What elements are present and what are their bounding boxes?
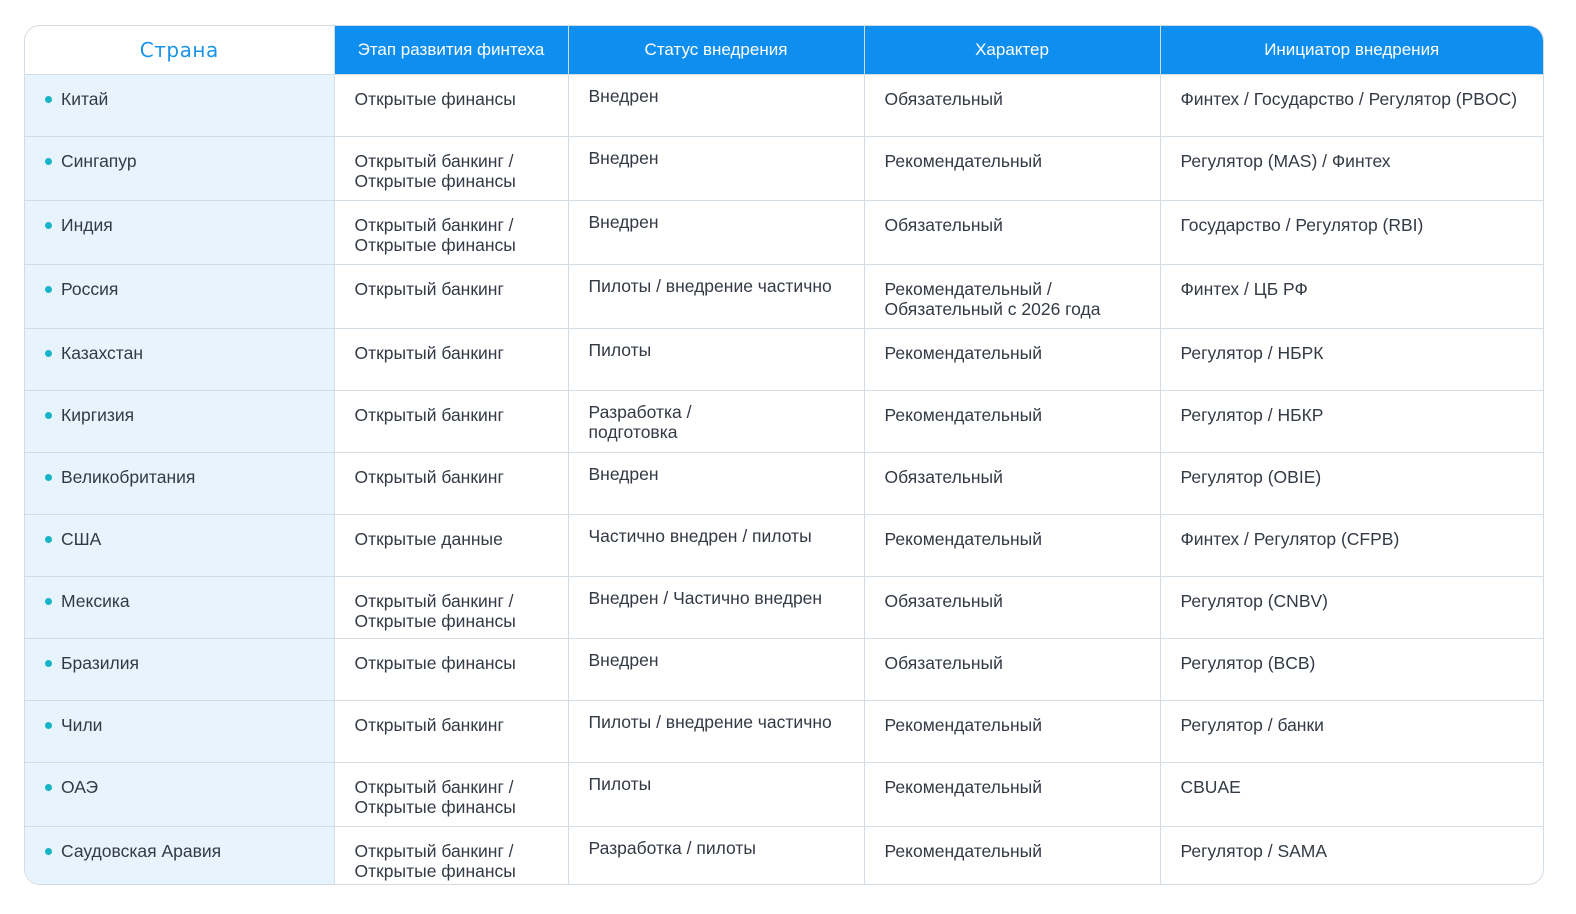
country-label xyxy=(45,591,314,611)
country-label xyxy=(45,215,314,235)
status-cell xyxy=(568,264,864,328)
initiator-cell-text: Регулятор / SAMA xyxy=(1180,840,1328,861)
bullet-icon xyxy=(45,784,52,791)
column-header-status: Статус внедрения xyxy=(568,26,864,74)
status-cell-text: Пилоты xyxy=(588,773,652,794)
initiator-cell-text: Регулятор / банки xyxy=(1180,714,1324,735)
stage-cell xyxy=(334,264,568,328)
country-cell xyxy=(25,328,334,390)
table-row xyxy=(25,514,1543,576)
status-cell xyxy=(568,390,864,452)
header-row xyxy=(25,26,1543,74)
status-cell xyxy=(568,638,864,700)
status-cell xyxy=(568,514,864,576)
table-row xyxy=(25,328,1543,390)
status-cell xyxy=(568,452,864,514)
status-cell xyxy=(568,700,864,762)
stage-cell-text: Открытые финансы xyxy=(354,652,516,673)
stage-cell-text: Открытые финансы xyxy=(354,88,516,109)
initiator-cell-text: Регулятор (BCB) xyxy=(1180,652,1316,673)
country-cell xyxy=(25,576,334,638)
character-cell xyxy=(864,452,1160,514)
character-cell xyxy=(864,700,1160,762)
bullet-icon xyxy=(45,598,52,605)
stage-cell xyxy=(334,200,568,264)
country-cell xyxy=(25,700,334,762)
bullet-icon xyxy=(45,722,52,729)
character-cell-text: Рекомендательный xyxy=(884,342,1043,363)
bullet-icon xyxy=(45,350,52,357)
country-name: Мексика xyxy=(61,590,130,611)
bullet-icon xyxy=(45,848,52,855)
country-name: Киргизия xyxy=(61,404,135,425)
country-name: Россия xyxy=(61,278,119,299)
stage-cell-text: Открытый банкинг / Открытые финансы xyxy=(354,776,516,817)
country-name: Великобритания xyxy=(61,466,196,487)
country-cell xyxy=(25,200,334,264)
status-cell xyxy=(568,762,864,826)
character-cell xyxy=(864,638,1160,700)
stage-cell xyxy=(334,576,568,638)
country-cell xyxy=(25,514,334,576)
country-label xyxy=(45,279,314,299)
stage-cell xyxy=(334,136,568,200)
country-cell xyxy=(25,452,334,514)
stage-cell xyxy=(334,700,568,762)
character-cell-text: Обязательный xyxy=(884,466,1003,487)
stage-cell xyxy=(334,638,568,700)
character-cell-text: Рекомендательный xyxy=(884,528,1043,549)
stage-cell-text: Открытый банкинг / Открытые финансы xyxy=(354,590,516,631)
table-row xyxy=(25,136,1543,200)
initiator-cell xyxy=(1160,74,1543,136)
character-cell xyxy=(864,74,1160,136)
column-header-initiator: Инициатор внедрения xyxy=(1160,26,1543,74)
country-name: Бразилия xyxy=(61,652,140,673)
stage-cell-text: Открытый банкинг / Открытые финансы xyxy=(354,840,516,881)
bullet-icon xyxy=(45,286,52,293)
initiator-cell xyxy=(1160,762,1543,826)
status-cell-text: Внедрен xyxy=(588,85,659,106)
table-row xyxy=(25,700,1543,762)
status-cell-text: Пилоты xyxy=(588,339,652,360)
table-row xyxy=(25,576,1543,638)
table-row xyxy=(25,638,1543,700)
initiator-cell-text: Регулятор / НБКР xyxy=(1180,404,1324,425)
character-cell xyxy=(864,328,1160,390)
initiator-cell xyxy=(1160,328,1543,390)
character-cell-text: Рекомендательный / Обязательный с 2026 года xyxy=(884,278,1101,319)
country-cell xyxy=(25,390,334,452)
status-cell-text: Внедрен xyxy=(588,147,659,168)
stage-cell xyxy=(334,452,568,514)
initiator-cell-text: Финтех / Государство / Регулятор (PBOC) xyxy=(1180,88,1518,109)
initiator-cell xyxy=(1160,200,1543,264)
initiator-cell-text: Регулятор (OBIE) xyxy=(1180,466,1322,487)
character-cell-text: Обязательный xyxy=(884,88,1003,109)
stage-cell xyxy=(334,514,568,576)
character-cell-text: Рекомендательный xyxy=(884,150,1043,171)
country-cell xyxy=(25,826,334,885)
status-cell-text: Пилоты / внедрение частично xyxy=(588,275,832,296)
initiator-cell xyxy=(1160,700,1543,762)
country-label xyxy=(45,467,314,487)
stage-cell xyxy=(334,390,568,452)
character-cell-text: Обязательный xyxy=(884,214,1003,235)
initiator-cell xyxy=(1160,452,1543,514)
initiator-cell xyxy=(1160,264,1543,328)
status-cell-text: Внедрен / Частично внедрен xyxy=(588,587,823,608)
character-cell xyxy=(864,390,1160,452)
bullet-icon xyxy=(45,96,52,103)
bullet-icon xyxy=(45,536,52,543)
initiator-cell-text: Государство / Регулятор (RBI) xyxy=(1180,214,1424,235)
character-cell-text: Обязательный xyxy=(884,590,1003,611)
character-cell-text: Рекомендательный xyxy=(884,776,1043,797)
country-cell xyxy=(25,264,334,328)
status-cell-text: Внедрен xyxy=(588,649,659,670)
country-name: ОАЭ xyxy=(61,776,99,797)
initiator-cell-text: Регулятор (MAS) / Финтех xyxy=(1180,150,1391,171)
table-row xyxy=(25,826,1543,885)
stage-cell-text: Открытый банкинг xyxy=(354,342,504,363)
fintech-table-container xyxy=(24,25,1544,885)
stage-cell-text: Открытый банкинг / Открытые финансы xyxy=(354,150,516,191)
table-body xyxy=(25,74,1543,885)
table-row xyxy=(25,264,1543,328)
country-label xyxy=(45,529,314,549)
status-cell xyxy=(568,328,864,390)
initiator-cell xyxy=(1160,638,1543,700)
stage-cell-text: Открытый банкинг xyxy=(354,714,504,735)
stage-cell-text: Открытый банкинг / Открытые финансы xyxy=(354,214,516,255)
status-cell-text: Разработка / пилоты xyxy=(588,837,756,858)
bullet-icon xyxy=(45,474,52,481)
initiator-cell-text: Финтех / Регулятор (CFPB) xyxy=(1180,528,1400,549)
bullet-icon xyxy=(45,222,52,229)
character-cell xyxy=(864,514,1160,576)
status-cell-text: Пилоты / внедрение частично xyxy=(588,711,832,732)
stage-cell xyxy=(334,762,568,826)
status-cell xyxy=(568,136,864,200)
initiator-cell xyxy=(1160,136,1543,200)
character-cell xyxy=(864,136,1160,200)
stage-cell xyxy=(334,328,568,390)
country-label xyxy=(45,151,314,171)
bullet-icon xyxy=(45,158,52,165)
country-name: Сингапур xyxy=(61,150,137,171)
status-cell-text: Внедрен xyxy=(588,463,659,484)
country-label xyxy=(45,343,314,363)
country-name: Казахстан xyxy=(61,342,144,363)
stage-cell xyxy=(334,74,568,136)
status-cell xyxy=(568,74,864,136)
status-cell xyxy=(568,576,864,638)
initiator-cell-text: Финтех / ЦБ РФ xyxy=(1180,278,1308,299)
character-cell xyxy=(864,200,1160,264)
table-header xyxy=(25,26,1543,74)
table-row xyxy=(25,390,1543,452)
character-cell-text: Обязательный xyxy=(884,652,1003,673)
character-cell xyxy=(864,576,1160,638)
table-row xyxy=(25,200,1543,264)
stage-cell-text: Открытый банкинг xyxy=(354,466,504,487)
character-cell xyxy=(864,826,1160,885)
table-row xyxy=(25,762,1543,826)
country-label xyxy=(45,405,314,425)
stage-cell xyxy=(334,826,568,885)
character-cell-text: Рекомендательный xyxy=(884,714,1043,735)
country-cell xyxy=(25,762,334,826)
character-cell xyxy=(864,762,1160,826)
country-label xyxy=(45,653,314,673)
stage-cell-text: Открытый банкинг xyxy=(354,278,504,299)
fintech-table xyxy=(25,26,1543,885)
bullet-icon xyxy=(45,412,52,419)
status-cell-text: Внедрен xyxy=(588,211,659,232)
column-header-country: Страна xyxy=(25,26,334,74)
initiator-cell xyxy=(1160,390,1543,452)
country-cell xyxy=(25,74,334,136)
initiator-cell xyxy=(1160,514,1543,576)
country-name: Саудовская Аравия xyxy=(61,840,222,861)
initiator-cell xyxy=(1160,576,1543,638)
bullet-icon xyxy=(45,660,52,667)
country-name: США xyxy=(61,528,102,549)
stage-cell-text: Открытые данные xyxy=(354,528,503,549)
character-cell-text: Рекомендательный xyxy=(884,840,1043,861)
status-cell-text: Частично внедрен / пилоты xyxy=(588,525,812,546)
table-row xyxy=(25,452,1543,514)
status-cell-text: Разработка / подготовка xyxy=(588,401,692,442)
stage-cell-text: Открытый банкинг xyxy=(354,404,504,425)
initiator-cell-text: CBUAE xyxy=(1180,776,1241,797)
initiator-cell-text: Регулятор (CNBV) xyxy=(1180,590,1328,611)
status-cell xyxy=(568,826,864,885)
status-cell xyxy=(568,200,864,264)
country-name: Китай xyxy=(61,88,109,109)
initiator-cell xyxy=(1160,826,1543,885)
character-cell xyxy=(864,264,1160,328)
character-cell-text: Рекомендательный xyxy=(884,404,1043,425)
country-cell xyxy=(25,638,334,700)
country-cell xyxy=(25,136,334,200)
country-name: Чили xyxy=(61,714,103,735)
country-label xyxy=(45,841,314,861)
initiator-cell-text: Регулятор / НБРК xyxy=(1180,342,1324,363)
column-header-character: Характер xyxy=(864,26,1160,74)
table-row xyxy=(25,74,1543,136)
country-label xyxy=(45,89,314,109)
column-header-stage: Этап развития финтеха xyxy=(334,26,568,74)
country-label xyxy=(45,777,314,797)
country-name: Индия xyxy=(61,214,113,235)
country-label xyxy=(45,715,314,735)
